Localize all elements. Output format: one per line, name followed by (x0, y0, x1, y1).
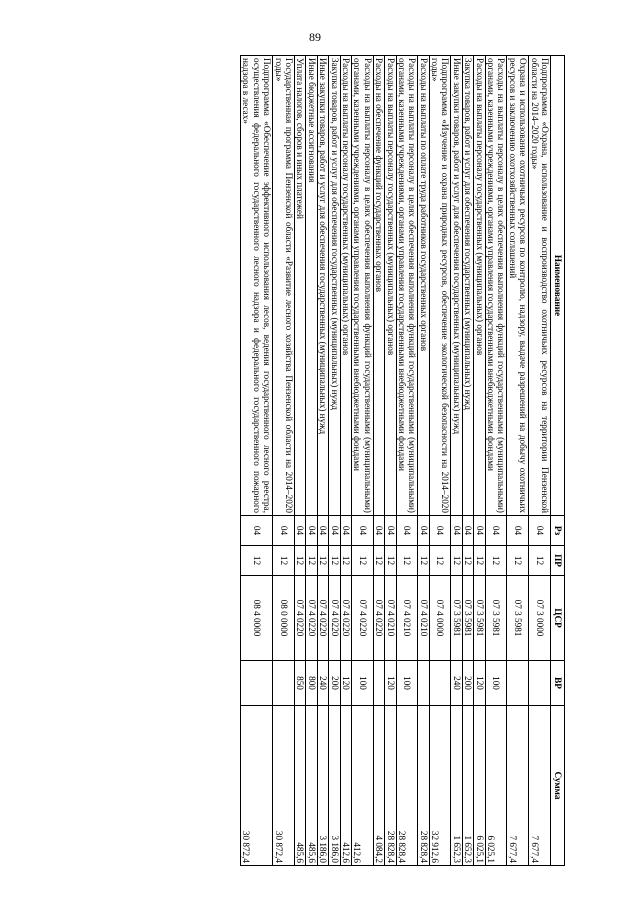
table-row (396, 56, 418, 866)
row-pr: 12 (273, 546, 295, 576)
row-vr: 100 (351, 661, 373, 706)
row-name: Расходы на выплаты персоналу в целях обеспечения выполнения функций государственными (муниципальными) органами, казенными учреждениями, органами управления государственными внебюджетными фондами (485, 56, 507, 516)
table-row (451, 56, 462, 866)
row-vr (373, 661, 384, 706)
table-row (295, 56, 306, 866)
row-csr: 07 4 0220 (351, 576, 373, 661)
table-header-row (551, 56, 565, 866)
table-row (385, 56, 396, 866)
row-vr (273, 661, 295, 706)
row-vr: 120 (474, 661, 485, 706)
row-sum: 412,6 (340, 706, 351, 866)
row-rz: 04 (462, 516, 473, 546)
row-rz: 04 (485, 516, 507, 546)
row-sum: 28 828,4 (418, 706, 429, 866)
row-csr: 07 3 5981 (485, 576, 507, 661)
row-name: Закупка товаров, работ и услуг для обеспечения государственных (муниципальных) нужд (329, 56, 340, 516)
row-vr (241, 661, 273, 706)
row-sum: 1 652,3 (462, 706, 473, 866)
row-name: Иные закупки товаров, работ и услуг для обеспечения государственных (муниципальных) нужд (317, 56, 328, 516)
row-rz: 04 (329, 516, 340, 546)
row-sum: 28 828,4 (385, 706, 396, 866)
table-row (340, 56, 351, 866)
table-row (485, 56, 507, 866)
table-row (317, 56, 328, 866)
row-sum: 7 677,4 (507, 706, 529, 866)
row-name: Расходы на выплаты персоналу в целях обеспечения выполнения функций государственными (муниципальными) органами, казенными учреждениями, органами управления государственными внебюджетными фондами (351, 56, 373, 516)
row-name: Закупка товаров, работ и услуг для обеспечения государственных (муниципальных) нужд (462, 56, 473, 516)
row-rz: 04 (529, 516, 551, 546)
row-rz: 04 (429, 516, 451, 546)
row-name: Иные бюджетные ассигнования (306, 56, 317, 516)
row-sum: 28 828,4 (396, 706, 418, 866)
row-csr: 07 4 0220 (340, 576, 351, 661)
row-sum: 4 084,2 (373, 706, 384, 866)
budget-table (240, 55, 565, 866)
row-vr: 850 (295, 661, 306, 706)
table-row (429, 56, 451, 866)
row-vr: 200 (462, 661, 473, 706)
table-row (373, 56, 384, 866)
row-name: Подпрограмма «Обеспечение эффективного использования лесов, ведения государственного лесного реестра, осуществления федерального государственного лесного надзора и федерального государственного пожарного надзора в лесах» (241, 56, 273, 516)
row-rz: 04 (340, 516, 351, 546)
row-pr: 12 (474, 546, 485, 576)
row-rz: 04 (451, 516, 462, 546)
row-vr (529, 661, 551, 706)
row-name: Подпрограмма «Изучение и охрана природных ресурсов, обеспечение экологической безопасности на 2014–2020 годы» (429, 56, 451, 516)
row-sum: 7 677,4 (529, 706, 551, 866)
table-row (474, 56, 485, 866)
row-vr: 240 (451, 661, 462, 706)
row-rz: 04 (317, 516, 328, 546)
row-vr (507, 661, 529, 706)
row-csr: 07 4 0220 (373, 576, 384, 661)
row-rz: 04 (385, 516, 396, 546)
table-row (329, 56, 340, 866)
row-name: Подпрограмма «Охрана, использование и воспроизводство охотничьих ресурсов на территории Пензенской области на 2014–2020 годы» (529, 56, 551, 516)
row-sum: 412,6 (351, 706, 373, 866)
row-pr: 12 (317, 546, 328, 576)
row-csr: 07 3 5981 (474, 576, 485, 661)
row-rz: 04 (474, 516, 485, 546)
table-row (273, 56, 295, 866)
row-sum: 6 025,1 (485, 706, 507, 866)
row-name: Расходы на выплаты персоналу государственных (муниципальных) органов (340, 56, 351, 516)
row-csr: 07 4 0220 (295, 576, 306, 661)
row-rz: 04 (351, 516, 373, 546)
header-vr: ВР (551, 661, 565, 706)
row-rz: 04 (273, 516, 295, 546)
row-vr: 240 (317, 661, 328, 706)
row-name: Охрана и использование охотничьих ресурсов по контролю, надзору, выдаче разрешений на добычу охотничьих ресурсов и заключению охотхозяйственных соглашений (507, 56, 529, 516)
row-vr: 100 (485, 661, 507, 706)
row-csr: 07 4 0220 (317, 576, 328, 661)
row-pr: 12 (451, 546, 462, 576)
row-sum: 32 912,6 (429, 706, 451, 866)
row-pr: 12 (485, 546, 507, 576)
row-vr: 120 (385, 661, 396, 706)
row-csr: 07 3 5981 (462, 576, 473, 661)
row-csr: 07 4 0210 (418, 576, 429, 661)
header-csr: ЦСР (551, 576, 565, 661)
row-pr: 12 (462, 546, 473, 576)
row-vr (429, 661, 451, 706)
row-csr: 07 3 0000 (529, 576, 551, 661)
row-vr: 120 (340, 661, 351, 706)
row-sum: 6 025,1 (474, 706, 485, 866)
row-vr: 100 (396, 661, 418, 706)
row-csr: 08 4 0000 (241, 576, 273, 661)
row-pr: 12 (529, 546, 551, 576)
row-csr: 08 0 0000 (273, 576, 295, 661)
table-row (529, 56, 551, 866)
row-csr: 07 4 0220 (306, 576, 317, 661)
row-rz: 04 (306, 516, 317, 546)
row-name: Иные закупки товаров, работ и услуг для обеспечения государственных (муниципальных) нужд (451, 56, 462, 516)
table-row (507, 56, 529, 866)
row-pr: 12 (373, 546, 384, 576)
row-pr: 12 (241, 546, 273, 576)
row-pr: 12 (295, 546, 306, 576)
row-name: Расходы на выплаты персоналу государственных (муниципальных) органов (385, 56, 396, 516)
row-name: Расходы на обеспечение функций государственных органов (373, 56, 384, 516)
row-rz: 04 (295, 516, 306, 546)
row-pr: 12 (396, 546, 418, 576)
header-sum: Сумма (551, 706, 565, 866)
row-pr: 12 (329, 546, 340, 576)
row-sum: 3 186,0 (317, 706, 328, 866)
row-pr: 12 (429, 546, 451, 576)
row-rz: 04 (373, 516, 384, 546)
header-pr: ПР (551, 546, 565, 576)
table-row (351, 56, 373, 866)
row-rz: 04 (241, 516, 273, 546)
row-name: Расходы на выплаты персоналу в целях обеспечения выполнения функций государственными (муниципальными) органами, казенными учреждениями, органами управления государственными внебюджетными фондами (396, 56, 418, 516)
row-sum: 485,6 (295, 706, 306, 866)
row-pr: 12 (418, 546, 429, 576)
row-csr: 07 4 0210 (385, 576, 396, 661)
page-number: 89 (309, 30, 321, 44)
row-sum: 3 186,0 (329, 706, 340, 866)
table-row (462, 56, 473, 866)
row-csr: 07 4 0210 (396, 576, 418, 661)
rotated-table-container (45, 55, 565, 865)
row-csr: 07 4 0220 (329, 576, 340, 661)
row-name: Уплата налогов, сборов и иных платежей (295, 56, 306, 516)
row-pr: 12 (340, 546, 351, 576)
row-vr: 800 (306, 661, 317, 706)
row-sum: 30 872,4 (273, 706, 295, 866)
row-rz: 04 (507, 516, 529, 546)
row-pr: 12 (351, 546, 373, 576)
row-name: Расходы на выплаты персоналу государственных (муниципальных) органов (474, 56, 485, 516)
row-name: Государственная программа Пензенской области «Развитие лесного хозяйства Пензенской области на 2014–2020 годы» (273, 56, 295, 516)
row-name: Расходы на выплаты по оплате труда работников государственных органов (418, 56, 429, 516)
row-rz: 04 (396, 516, 418, 546)
row-pr: 12 (385, 546, 396, 576)
row-pr: 12 (507, 546, 529, 576)
row-sum: 485,6 (306, 706, 317, 866)
row-csr: 07 3 5981 (451, 576, 462, 661)
table-row (418, 56, 429, 866)
row-pr: 12 (306, 546, 317, 576)
table-row (241, 56, 273, 866)
row-sum: 30 872,4 (241, 706, 273, 866)
row-csr: 07 3 5981 (507, 576, 529, 661)
header-rz: Рз (551, 516, 565, 546)
row-csr: 07 4 0000 (429, 576, 451, 661)
row-vr (418, 661, 429, 706)
row-vr: 200 (329, 661, 340, 706)
row-sum: 1 652,3 (451, 706, 462, 866)
header-name: Наименование (551, 56, 565, 516)
table-row (306, 56, 317, 866)
row-rz: 04 (418, 516, 429, 546)
